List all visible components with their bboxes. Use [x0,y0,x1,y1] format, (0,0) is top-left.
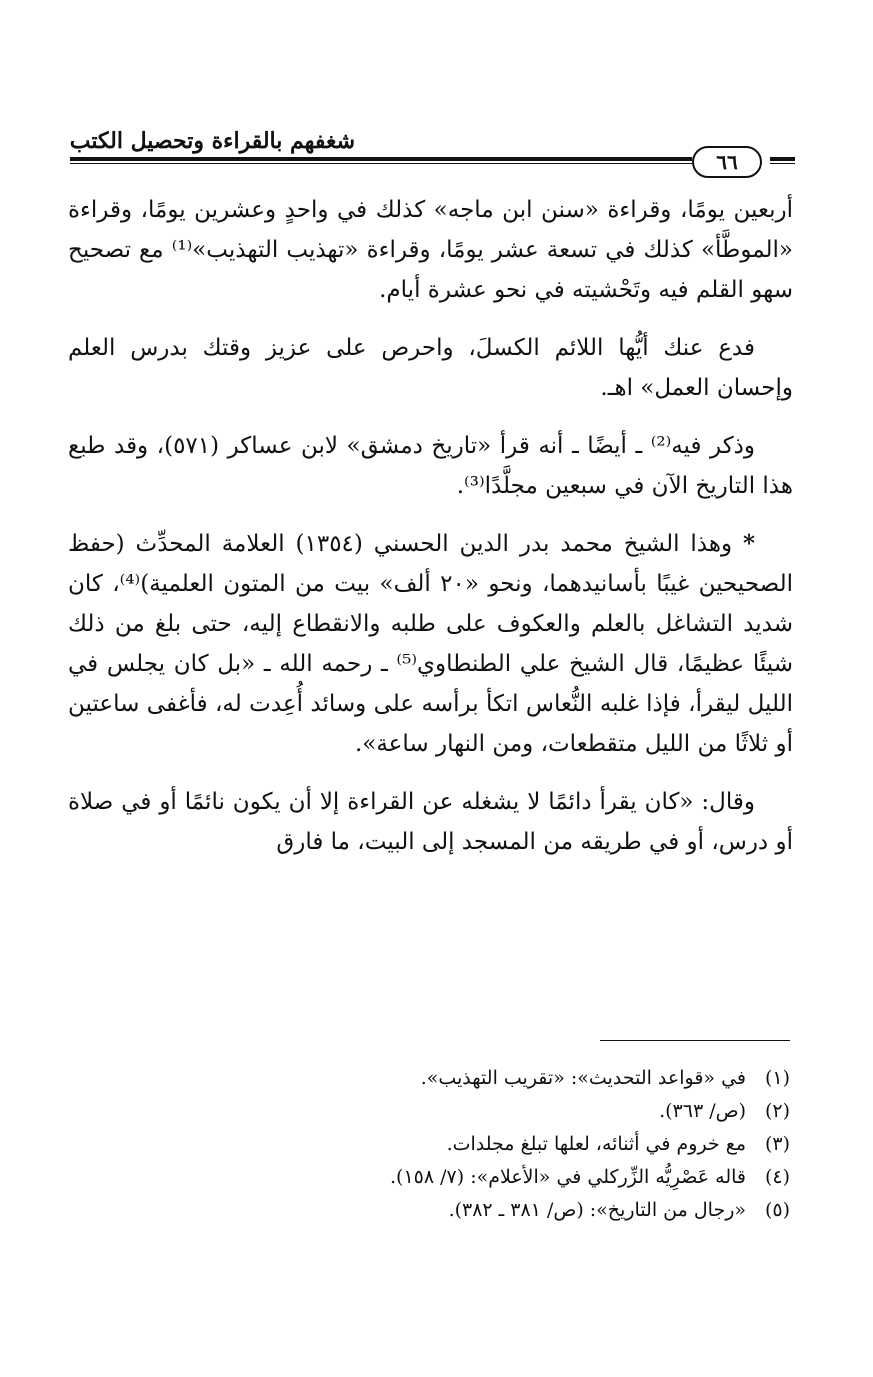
header-rule [70,157,692,161]
footnote-number: (٣) [764,1133,790,1155]
paragraph-3: وذكر فيه⁽²⁾ ـ أيضًا ـ أنه قرأ «تاريخ دمشق» لابن عساكر (٥٧١)، وقد طبع هذا التاريخ الآن في سبعين مجلَّدًا⁽³⁾. [68,433,793,499]
page-number [692,146,762,178]
paragraph-1: أربعين يومًا، وقراءة «سنن ابن ماجه» كذلك في واحدٍ وعشرين يومًا، وقراءة «الموطَّأ» كذلك في تسعة عشر يومًا، وقراءة «تهذيب التهذيب»⁽¹⁾ مع تصحيح سهو القلم فيه وتَحْشيته في نحو عشرة أيام. [68,197,793,303]
footnote-number: (١) [764,1067,790,1089]
footnote-number: (٤) [764,1166,790,1188]
page-header [70,128,795,188]
footnotes [140,1062,790,1227]
main-text [68,190,793,880]
footnote-2 [140,1095,790,1128]
star-marker: * [742,530,755,557]
running-title: شغفهم بالقراءة وتحصيل الكتب [69,128,355,154]
footnote-separator [600,1040,790,1041]
footnote-5 [140,1194,790,1227]
footnote-text: في «قواعد التحديث»: «تقريب التهذيب». [420,1067,746,1089]
paragraph-5: وقال: «كان يقرأ دائمًا لا يشغله عن القراءة إلا أن يكون نائمًا أو في صلاة أو درس، أو في طريقه من المسجد إلى البيت، ما فارق [68,789,793,855]
header-rule-thin [70,163,692,164]
footnote-text: قاله عَصْرِيُّه الزِّركلي في «الأعلام»: (٧/ ١٥٨). [390,1166,746,1188]
paragraph-4-text: وهذا الشيخ محمد بدر الدين الحسني (١٣٥٤) العلامة المحدِّث (حفظ الصحيحين غيبًا بأسانيدهما، ونحو «٢٠ ألف» بيت من المتون العلمية)⁽⁴⁾، كان شديد التشاغل بالعلم والعكوف على طلبه والانقطاع إليه، حتى بلغ من ذلك شيئًا عظيمًا، قال الشيخ علي الطنطاوي⁽⁵⁾ ـ رحمه الله ـ «بل كان يجلس في الليل ليقرأ، فإذا غلبه النُّعاس اتكأ برأسه على وسائد أُعِدت له، فأغفى ساعتين أو ثلاثًا من الليل متقطعات، ومن النهار ساعة». [68,531,794,757]
footnote-number: (٢) [764,1100,790,1122]
footnote-4 [140,1161,790,1194]
footnote-text: (ص/ ٣٦٣). [659,1100,746,1122]
footnote-text: «رجال من التاريخ»: (ص/ ٣٨١ ـ ٣٨٢). [448,1199,746,1221]
footnote-number: (٥) [764,1199,790,1221]
header-rule-right [770,157,795,161]
paragraph-4 [68,524,793,764]
page-number-text: ٦٦ [716,150,738,174]
footnote-1 [140,1062,790,1095]
paragraph-2: فدع عنك أيُّها اللائم الكسلَ، واحرص على عزيز وقتك بدرس العلم وإحسان العمل» اهـ. [68,335,793,401]
footnote-3 [140,1128,790,1161]
footnote-text: مع خروم في أثنائه، لعلها تبلغ مجلدات. [446,1133,746,1155]
header-rule-right-thin [770,163,795,164]
